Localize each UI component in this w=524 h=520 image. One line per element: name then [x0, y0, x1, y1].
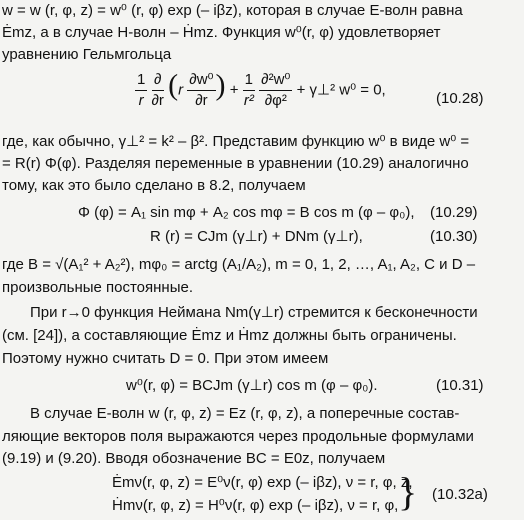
text-line-6: тому, как это было сделано в 8.2, получаем	[2, 177, 306, 194]
text-line-5: = R(r) Φ(φ). Разделяя переменные в уравнении (10.29) аналогично	[2, 155, 469, 172]
equation-number-10-32a: (10.32a)	[432, 486, 488, 503]
text-line-2: Ėmz, а в случае H-волн – Ḣmz. Функция w⁰(r, φ) удовлетворяет	[2, 24, 441, 41]
fraction-dw-dr: $\frac{\text{∂w⁰}}{\partial r}$	[189, 71, 214, 109]
text-line-3: уравнению Гельмгольца	[2, 46, 172, 63]
text-line-11: Поэтому нужно считать D = 0. При этом имеем	[2, 350, 329, 367]
equation-10-31: w⁰(r, φ) = BCJm (γ⊥r) cos m (φ – φ₀).	[126, 377, 378, 394]
text-line-4: где, как обычно, γ⊥² = k² – β². Представим функцию w⁰ в виде w⁰ =	[2, 133, 470, 150]
text-line-9: При r→0 функция Неймана Nm(γ⊥r) стремится к бесконечности	[30, 304, 478, 321]
equation-10-29: Φ (φ) = A₁ sin mφ + A₂ cos mφ = B cos m (φ – φ₀),	[78, 204, 415, 221]
text-line-13: ляющие векторов поля выражаются через продольные формулами	[2, 428, 474, 445]
text-line-8: произвольные постоянные.	[2, 279, 194, 296]
fraction-1-over-r: $\frac{1}{r}$	[137, 71, 146, 109]
fraction-d2w-dphi2: $\frac{\text{∂²w⁰}}{\text{∂φ²}}$	[261, 71, 291, 109]
equation-10-28: $\frac{1}{r}$ $\frac{\partial}{\partial r}$ (r $\frac{\text{∂w⁰}}{\partial r}$ ) + $\frac{1}{\text{r²}}$ $\frac{\text{∂²w⁰}}{\text{∂φ²}}$ + γ⊥² w⁰ = 0,	[137, 68, 386, 109]
equation-10-30: R (r) = CJm (γ⊥r) + DNm (γ⊥r),	[150, 228, 363, 245]
text-line-14: (9.19) и (9.20). Вводя обозначение BC = E0z, получаем	[2, 450, 386, 467]
equation-10-32a-line-1: Ėmν(r, φ, z) = E⁰ν(r, φ) exp (– iβz), ν = r, φ, z,	[112, 474, 413, 491]
text-line-12: В случае E-волн w (r, φ, z) = Ez (r, φ, z), а поперечные состав-	[30, 405, 460, 422]
right-brace: }	[398, 469, 418, 514]
fraction-partial-r: $\frac{\partial}{\partial r}$	[151, 71, 164, 109]
text-line-7: где B = √(A₁² + A₂²), mφ₀ = arctg (A₁/A₂), m = 0, 1, 2, …, A₁, A₂, C и D –	[2, 256, 476, 273]
equation-10-32a-line-2: Ḣmν(r, φ, z) = H⁰ν(r, φ) exp (– iβz), ν = r, φ,	[112, 497, 399, 514]
equation-number-10-29: (10.29)	[430, 204, 478, 221]
text-line-1: w = w (r, φ, z) = w⁰ (r, φ) exp (– iβz), которая в случае E-волн равна	[2, 2, 463, 19]
equation-number-10-31: (10.31)	[436, 377, 484, 394]
fraction-1-over-r2: $\frac{1}{\text{r²}}$	[243, 71, 254, 109]
equation-number-10-28: (10.28)	[436, 90, 484, 107]
equation-number-10-30: (10.30)	[430, 228, 478, 245]
text-line-10: (см. [24]), а составляющие Ėmz и Ḣmz должны быть ограничены.	[2, 327, 457, 344]
